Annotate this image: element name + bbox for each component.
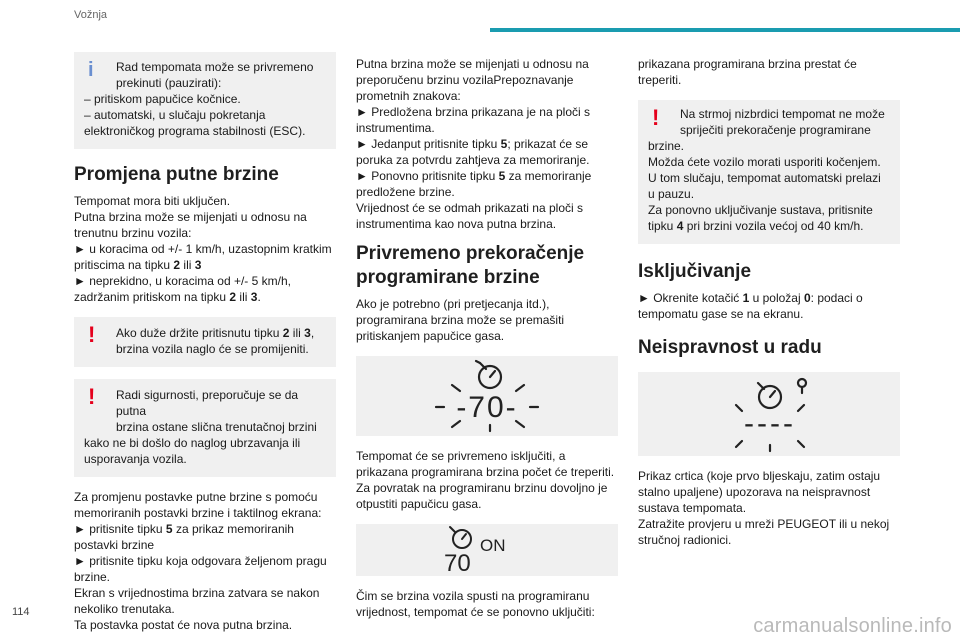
warning-icon: ! [88, 322, 96, 347]
text-line: stalno upaljene) upozorava na neispravnost [638, 485, 871, 499]
text-line: otpustiti papučicu gasa. [356, 497, 482, 511]
text-line: trenutnu brzinu vozila: [74, 226, 192, 240]
speedometer-fault-icon [714, 375, 824, 453]
text-line: instrumentima. [356, 121, 435, 135]
section-header: Vožnja [74, 9, 108, 21]
text-line: brzine. [648, 139, 685, 153]
text-line: ► u koracima od +/- 1 km/h, uzastopnim kratkim [74, 242, 332, 256]
text-line: prekinuti (pauzirati): [116, 76, 222, 90]
text-line: stručnoj radionici. [638, 533, 732, 547]
text-line: Radi sigurnosti, preporučuje se da putna [116, 388, 299, 418]
text-line: usporavanja vozila. [84, 452, 187, 466]
section-heading: Neispravnost u radu [638, 337, 822, 358]
text-line: ► Ponovno pritisnite tipku 5 za memoriranje [356, 169, 592, 183]
text-line: prikazana programirana brzina prestat će [638, 57, 857, 71]
warning-icon: ! [652, 105, 660, 130]
text-line: predložene brzine. [356, 185, 455, 199]
text-line: zadržanim pritiskom na tipku 2 ili 3. [74, 290, 261, 304]
text-line: ► pritisnite tipku 5 za prikaz memoriranih [74, 522, 294, 536]
info-icon: i [88, 59, 94, 81]
cruise-overspeed-display [356, 356, 618, 436]
text-line: postavki brzine [74, 538, 155, 552]
warning-icon: ! [88, 384, 96, 409]
text-line: memoriranih postavki brzine i taktilnog ekrana: [74, 506, 322, 520]
warning-box [74, 317, 336, 367]
text-line: pritiscima na tipku 2 ili 3 [74, 258, 202, 272]
text-line: Tempomat će se privremeno isključiti, a [356, 449, 566, 463]
svg-text:-70-: -70- [456, 391, 518, 424]
text-line: ► Jedanput pritisnite tipku 5; prikazat će se [356, 137, 589, 151]
text-line: Možda ćete vozilo morati usporiti kočenjem. [648, 155, 881, 169]
info-box [74, 52, 336, 149]
svg-text:----: ---- [744, 407, 796, 440]
text-line: – pritiskom papučice kočnice. [84, 92, 241, 106]
watermark: carmanualsonline.info [753, 615, 952, 637]
svg-text:70: 70 [444, 550, 471, 575]
text-line: Rad tempomata može se privremeno [116, 60, 314, 74]
text-line: Tempomat mora biti uključen. [74, 194, 231, 208]
text-line: brzina ostane slična trenutačnoj brzini [116, 420, 317, 434]
warning-box [638, 100, 900, 244]
text-line: – automatski, u slučaju pokretanja [84, 108, 266, 122]
svg-text:ON: ON [480, 536, 506, 555]
header-accent-bar [490, 28, 960, 32]
cruise-fault-display [638, 372, 900, 456]
text-line: ► Okrenite kotačić 1 u položaj 0: podaci o [638, 291, 863, 305]
text-line: Za povratak na programiranu brzinu dovoljno je [356, 481, 608, 495]
text-line: u pauzu. [648, 187, 695, 201]
text-line: kako ne bi došlo do naglog ubrzavanja ili [84, 436, 301, 450]
text-line: pritiskanjem papučice gasa. [356, 329, 505, 343]
text-line: Vrijednost će se odmah prikazati na ploči s [356, 201, 584, 215]
text-line: Na strmoj nizbrdici tempomat ne može [680, 107, 885, 121]
text-line: ► Predložena brzina prikazana je na ploči s [356, 105, 591, 119]
text-line: ► neprekidno, u koracima od +/- 5 km/h, [74, 274, 291, 288]
column-1 [74, 52, 336, 633]
text-line: poruka za potvrdu zahtjeva za memoriranje. [356, 153, 590, 167]
text-line: vrijednost, tempomat će se ponovno uključiti: [356, 605, 595, 619]
text-line: tipku 4 pri brzini vozila većoj od 40 km/h. [648, 219, 864, 233]
text-line: preporučenu brzinu vozilaPrepoznavanje [356, 73, 574, 87]
text-line: Za ponovno uključivanje sustava, pritisnite [648, 203, 873, 217]
text-line: tempomatu gase se na ekranu. [638, 307, 804, 321]
text-line: Ako je potrebno (pri pretjecanja itd.), [356, 297, 550, 311]
text-line: Za promjenu postavke putne brzine s pomoću [74, 490, 318, 504]
text-line: prikazana programirana brzina počet će treperiti. [356, 465, 615, 479]
text-line: Ako duže držite pritisnutu tipku 2 ili 3, [116, 326, 315, 340]
speedometer-icon [432, 359, 542, 433]
text-line: programirana brzina može se premašiti [356, 313, 565, 327]
text-line: U tom slučaju, tempomat automatski prelazi [648, 171, 881, 185]
text-line: brzine. [74, 570, 111, 584]
text-line: Ekran s vrijednostima brzina zatvara se nakon [74, 586, 320, 600]
page-number: 114 [12, 606, 30, 618]
text-line: Putna brzina može se mijenjati u odnosu na [74, 210, 307, 224]
text-line: sustava tempomata. [638, 501, 747, 515]
text-line: elektroničkog programa stabilnosti (ESC). [84, 124, 306, 138]
text-line: Prikaz crtica (koje prvo bljeskaju, zatim ostaju [638, 469, 881, 483]
text-line: nekoliko trenutaka. [74, 602, 175, 616]
text-line: Putna brzina može se mijenjati u odnosu na [356, 57, 589, 71]
section-heading: Privremeno prekoračenje programirane brzine [356, 243, 585, 288]
column-2 [356, 56, 618, 620]
text-line: Zatražite provjeru u mreži PEUGEOT ili u nekoj [638, 517, 890, 531]
text-line: brzina vozila naglo će se promijeniti. [116, 342, 309, 356]
text-line: Ta postavka postat će nova putna brzina. [74, 618, 293, 632]
section-heading: Isključivanje [638, 261, 752, 282]
speedometer-on-icon [432, 525, 542, 575]
cruise-on-display [356, 524, 618, 576]
section-heading: Promjena putne brzine [74, 164, 279, 185]
text-line: treperiti. [638, 73, 682, 87]
text-line: instrumentima kao nova putna brzina. [356, 217, 557, 231]
text-line: prometnih znakova: [356, 89, 461, 103]
text-line: spriječiti prekoračenje programirane [680, 123, 871, 137]
text-line: ► pritisnite tipku koja odgovara željenom pragu [74, 554, 327, 568]
text-line: Čim se brzina vozila spusti na programiranu [356, 589, 590, 603]
warning-box [74, 379, 336, 477]
column-3 [638, 56, 900, 548]
